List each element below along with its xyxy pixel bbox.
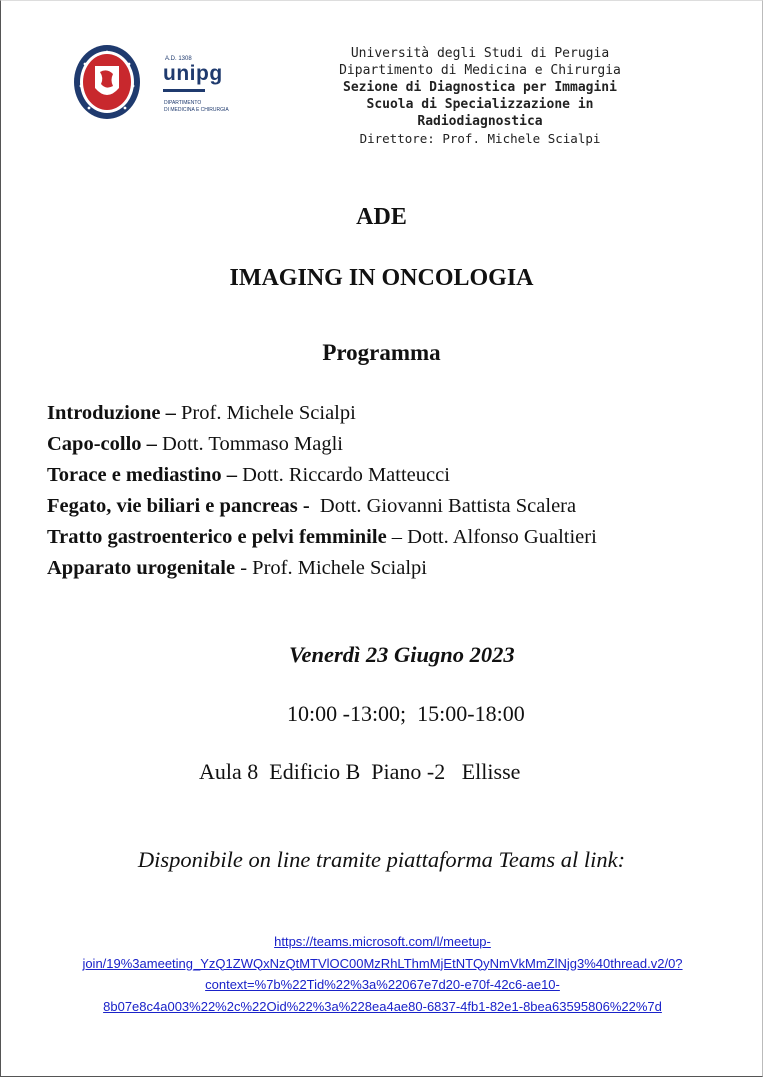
header-school: Scuola di Specializzazione in — [366, 97, 594, 112]
programme-item — [47, 398, 747, 429]
unipg-logo — [163, 56, 241, 124]
title-imaging-oncologia: IMAGING IN ONCOLOGIA — [229, 265, 534, 291]
link-line-1[interactable]: https://teams.microsoft.com/l/meetup- — [274, 934, 491, 949]
event-time: 10:00 -13:00; 15:00-18:00 — [287, 701, 525, 726]
programme-speaker: Dott. Riccardo Matteucci — [237, 464, 450, 486]
programme-topic: Torace e mediastino – — [47, 464, 237, 486]
programme-speaker: Prof. Michele Scialpi — [175, 402, 356, 424]
teams-meeting-link[interactable] — [20, 931, 745, 1017]
header-department: Dipartimento di Medicina e Chirurgia — [339, 63, 621, 78]
programme-speaker: - Prof. Michele Scialpi — [235, 557, 427, 579]
programme-speaker: – Dott. Alfonso Gualtieri — [386, 526, 597, 548]
programme-topic: Apparato urogenitale — [47, 557, 236, 579]
event-date: Venerdì 23 Giugno 2023 — [289, 642, 515, 667]
header-section: Sezione di Diagnostica per Immagini — [343, 80, 617, 95]
programme-item — [47, 429, 747, 460]
programme-speaker: Dott. Tommaso Magli — [156, 433, 344, 455]
institution-header — [300, 45, 660, 147]
programme-topic: Fegato, vie biliari e pancreas - — [47, 495, 310, 517]
programme-topic: Tratto gastroenterico e pelvi femminile — [47, 526, 387, 548]
unipg-underline — [163, 89, 205, 92]
programme-topic: Capo-collo – — [47, 433, 157, 455]
online-availability-text: Disponibile on line tramite piattaforma Teams al link: — [137, 847, 626, 872]
header-director: Direttore: Prof. Michele Scialpi — [359, 131, 601, 146]
header-university: Università degli Studi di Perugia — [350, 46, 610, 61]
link-line-4[interactable]: 8b07e8c4a003%22%2c%22Oid%22%3a%228ea4ae80-6837-4fb1-82e1-8bea63595806%22%7d — [103, 998, 662, 1014]
unipg-dept-line2: DI MEDICINA E CHIRURGIA — [164, 107, 229, 113]
header-radiodiagnostica: Radiodiagnostica — [417, 114, 543, 129]
programme-speaker: Dott. Giovanni Battista Scalera — [309, 495, 577, 517]
unipg-year: A.D. 1308 — [165, 56, 192, 62]
university-seal-logo — [73, 44, 141, 120]
title-programma: Programma — [322, 340, 441, 365]
programme-item — [47, 491, 747, 522]
unipg-dept-line1: DIPARTIMENTO — [164, 100, 202, 106]
link-line-3[interactable]: context=%7b%22Tid%22%3a%22067e7d20-e70f-42c6-ae10- — [205, 977, 560, 992]
programme-list — [47, 398, 747, 584]
link-line-2[interactable]: join/19%3ameeting_YzQ1ZWQxNzQtMTVlOC00MzRhLThmMjEtNTQyNmVkMmZlNjg3%40thread.v2/0? — [82, 955, 683, 971]
programme-item — [47, 522, 747, 553]
programme-topic: Introduzione – — [47, 402, 176, 424]
title-ade: ADE — [356, 204, 407, 230]
programme-item — [47, 553, 747, 584]
programme-item — [47, 460, 747, 491]
event-room: Aula 8 Edificio B Piano -2 Ellisse — [199, 759, 521, 784]
unipg-wordmark: unipg — [163, 62, 223, 85]
